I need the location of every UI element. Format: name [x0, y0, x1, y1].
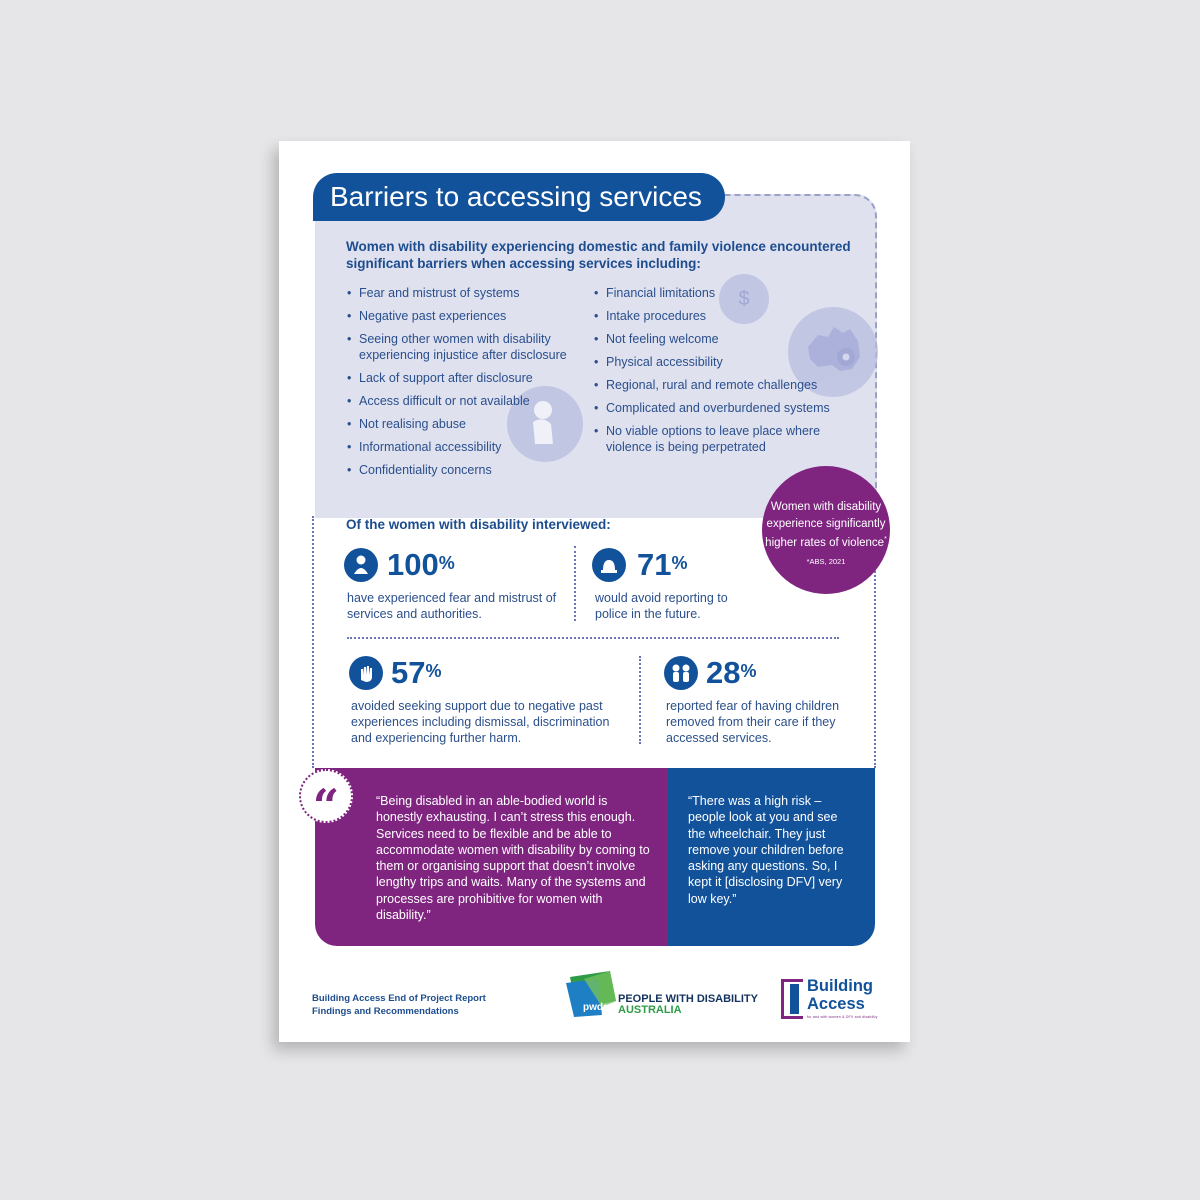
- barrier-item: • Lack of support after disclosure: [359, 370, 574, 386]
- callout-text: Women with disability experience significantly higher rates of violence: [765, 501, 886, 549]
- callout-source: *ABS, 2021: [806, 557, 846, 567]
- stat-number: 28: [706, 655, 741, 690]
- quote-text: “Being disabled in an able-bodied world is honestly exhausting. I can’t stress this enough. Services need to be flexible and be able to accommodate women with disability by coming to them or organising support that doesn’t involve lengthy trips and waits. Many of the systems and processes are prohibitive for women with disability.”: [376, 794, 650, 923]
- pwda-name-line: PEOPLE WITH DISABILITY: [618, 993, 758, 1005]
- barrier-item: • Not realising abuse: [359, 416, 574, 432]
- stat-number: 71: [637, 547, 672, 582]
- divider: [347, 637, 839, 639]
- intro-text: Women with disability experiencing domestic and family violence encountered significant barriers when accessing services including:: [346, 239, 851, 271]
- pwda-name: [618, 994, 758, 1016]
- page-title: Barriers to accessing services: [313, 173, 725, 221]
- stats-heading: Of the women with disability interviewed:: [346, 517, 611, 532]
- infographic-page: [279, 141, 910, 1042]
- callout-marker: *: [884, 536, 887, 543]
- barrier-item: • Fear and mistrust of systems: [359, 285, 574, 301]
- stat-description: reported fear of having children removed from their care if they accessed services.: [666, 699, 840, 745]
- stat-number: 100: [387, 547, 439, 582]
- stat-description: have experienced fear and mistrust of services and authorities.: [347, 591, 557, 621]
- barrier-item: • Physical accessibility: [606, 354, 846, 370]
- building-access-line: Access: [807, 994, 865, 1013]
- divider: [639, 656, 641, 744]
- stat-unit: %: [671, 553, 688, 573]
- stat-number: 57: [391, 655, 426, 690]
- footer-line: Building Access End of Project Report: [312, 993, 486, 1004]
- building-access-line: Building: [807, 977, 873, 995]
- barrier-item: • Access difficult or not available: [359, 393, 574, 409]
- barrier-item: • Intake procedures: [606, 308, 846, 324]
- section-border-left: [312, 516, 314, 768]
- stat-value: [387, 547, 455, 583]
- dollar-icon: $: [719, 274, 769, 324]
- violence-rates-callout: [762, 466, 890, 594]
- barrier-item: • Financial limitations: [606, 285, 846, 301]
- barrier-item: • Informational accessibility: [359, 439, 574, 455]
- footer-report-title: [312, 993, 486, 1018]
- barrier-item: • Regional, rural and remote challenges: [606, 377, 851, 393]
- police-siren-icon: [592, 548, 626, 582]
- stat-description: would avoid reporting to police in the future.: [595, 591, 728, 621]
- barrier-item: • Negative past experiences: [359, 308, 574, 324]
- stat-value: [391, 655, 442, 691]
- pwda-name-line: AUSTRALIA: [618, 1004, 682, 1016]
- family-icon: [664, 656, 698, 690]
- stat-unit: %: [425, 661, 442, 681]
- pwda-logo-icon: [566, 967, 618, 1019]
- barrier-item: • Complicated and overburdened systems: [606, 400, 851, 416]
- quote-mark-icon: “: [299, 769, 353, 823]
- quote-text: “There was a high risk – people look at you and see the wheelchair. They just remove your children before asking any questions. So, I kept it [disclosing DFV] very low key.”: [688, 794, 844, 906]
- stat-unit: %: [740, 661, 757, 681]
- barrier-item: • No viable options to leave place where violence is being perpetrated: [606, 423, 838, 455]
- building-access-tagline: for and with women & DFV and disability: [807, 1015, 878, 1019]
- stop-hand-icon: [349, 656, 383, 690]
- stat-unit: %: [438, 553, 455, 573]
- footer-line: Findings and Recommendations: [312, 1005, 459, 1017]
- person-icon: [344, 548, 378, 582]
- stat-value: [706, 655, 757, 691]
- barrier-item: • Not feeling welcome: [606, 331, 846, 347]
- building-access-logo: [807, 978, 873, 1013]
- stat-description: avoided seeking support due to negative past experiences including dismissal, discrimination and experiencing further harm.: [351, 699, 610, 745]
- pwda-badge: pwda: [583, 1002, 609, 1013]
- barrier-item: • Seeing other women with disability experiencing injustice after disclosure: [359, 331, 584, 363]
- stat-value: [637, 547, 688, 583]
- divider: [574, 546, 576, 621]
- barrier-item: • Confidentiality concerns: [359, 462, 574, 478]
- door-icon: [781, 979, 803, 1019]
